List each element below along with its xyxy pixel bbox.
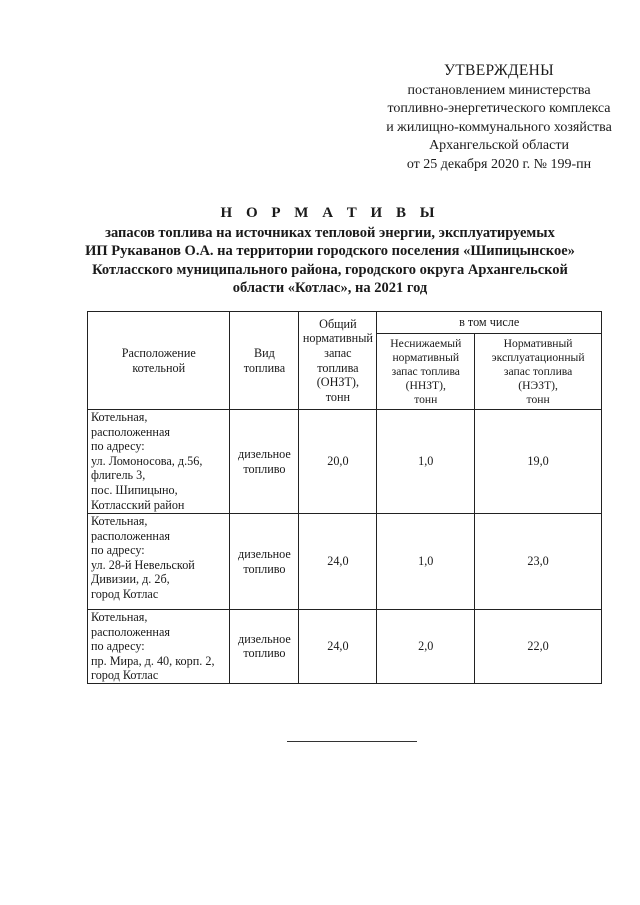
header-nezt: Нормативный эксплуатационный запас топлива (НЭЗТ), тонн [475,334,602,410]
row-fuel: дизельное топливо [230,514,299,610]
row-nezt: 19,0 [475,410,602,514]
approval-line: постановлением министерства [407,82,591,98]
header-nnzt: Неснижаемый нормативный запас топлива (ННЗТ), тонн [377,334,475,410]
row-address: Котельная, расположенная по адресу: пр. Мира, д. 40, корп. 2, город Котлас [88,610,230,684]
table-row [88,410,602,514]
closing-divider [287,741,417,742]
document-title [70,204,590,298]
approval-line: топливно-энергетического комплекса [387,101,611,116]
header-location: Расположение котельной [88,312,230,410]
approval-date-number: от 25 декабря 2020 г. № 199-пн [406,156,592,172]
table-row [88,610,602,684]
row-nnzt: 2,0 [377,610,475,684]
title-main: Н О Р М А Т И В Ы [220,205,440,221]
approval-block [368,62,630,174]
row-total: 24,0 [299,610,377,684]
approval-line: Архангельской области [429,138,569,153]
title-line: Котласского муниципального района, городского округа Архангельской [92,261,568,278]
row-total: 20,0 [299,410,377,514]
norms-table [87,311,602,684]
title-line: запасов топлива на источниках тепловой энергии, эксплуатируемых [105,224,555,241]
title-line: ИП Рукаванов О.А. на территории городского поселения «Шипицынское» [85,243,575,259]
row-nnzt: 1,0 [377,514,475,610]
row-fuel: дизельное топливо [230,610,299,684]
title-line: области «Котлас», на 2021 год [232,280,428,296]
row-fuel: дизельное топливо [230,410,299,514]
row-nezt: 22,0 [475,610,602,684]
row-nnzt: 1,0 [377,410,475,514]
approval-line: и жилищно-коммунального хозяйства [386,119,612,135]
header-including: в том числе [377,312,602,334]
header-total-reserve: Общий нормативный запас топлива (ОНЗТ), тонн [299,312,377,410]
row-total: 24,0 [299,514,377,610]
table-row [88,514,602,610]
row-nezt: 23,0 [475,514,602,610]
row-address: Котельная, расположенная по адресу: ул. 28-й Невельской Дивизии, д. 2б, город Котлас [88,514,230,610]
header-fuel-type: Вид топлива [230,312,299,410]
approval-heading: УТВЕРЖДЕНЫ [444,62,554,79]
row-address: Котельная, расположенная по адресу: ул. Ломоносова, д.56, флигель 3, пос. Шипицыно, Котласский район [88,410,230,514]
